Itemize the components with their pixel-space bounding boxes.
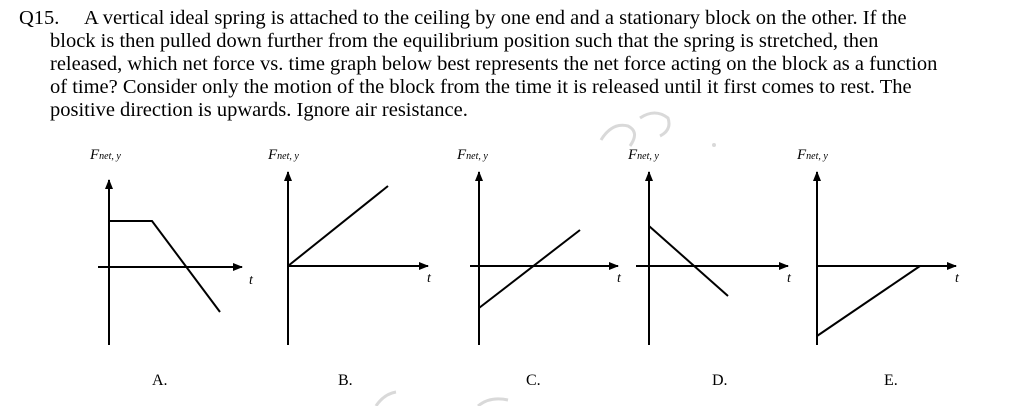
- graph-e-curve: [817, 266, 920, 336]
- question-number: Q15.: [19, 7, 60, 29]
- option-d-label: D.: [712, 372, 728, 389]
- graph-e: [817, 172, 956, 345]
- graph-b-x-label: t: [427, 271, 431, 286]
- option-b-label: B.: [338, 372, 353, 389]
- question-text-line: of time? Consider only the motion of the block from the time it is released until it first comes to rest. The: [50, 76, 912, 98]
- question-text-line: block is then pulled down further from the equilibrium position such that the spring is stretched, then: [50, 30, 879, 52]
- graph-b-y-label: Fnet, y: [268, 147, 299, 163]
- question-text-line: A vertical ideal spring is attached to the ceiling by one end and a stationary block on the other. If the: [84, 7, 907, 29]
- option-a-label: A.: [152, 372, 168, 389]
- graph-c-curve: [479, 230, 580, 308]
- graph-a: [98, 180, 242, 345]
- graph-c: [470, 172, 618, 345]
- option-e-label: E.: [884, 372, 898, 389]
- graph-a-x-label: t: [249, 273, 253, 288]
- graph-d-x-label: t: [787, 271, 791, 286]
- graph-e-y-label: Fnet, y: [797, 147, 828, 163]
- graph-d-curve: [649, 226, 728, 296]
- graph-d-y-label: Fnet, y: [628, 147, 659, 163]
- graph-d: [636, 172, 788, 345]
- graph-c-x-label: t: [617, 271, 621, 286]
- question-text-line: positive direction is upwards. Ignore air resistance.: [50, 99, 468, 121]
- graph-b-curve: [288, 186, 388, 266]
- question-text-line: released, which net force vs. time graph below best represents the net force acting on the block as a function: [50, 53, 938, 75]
- graph-b: [288, 172, 428, 345]
- graph-a-y-label: Fnet, y: [90, 147, 121, 163]
- graph-c-y-label: Fnet, y: [457, 147, 488, 163]
- graph-e-x-label: t: [955, 271, 959, 286]
- option-c-label: C.: [526, 372, 541, 389]
